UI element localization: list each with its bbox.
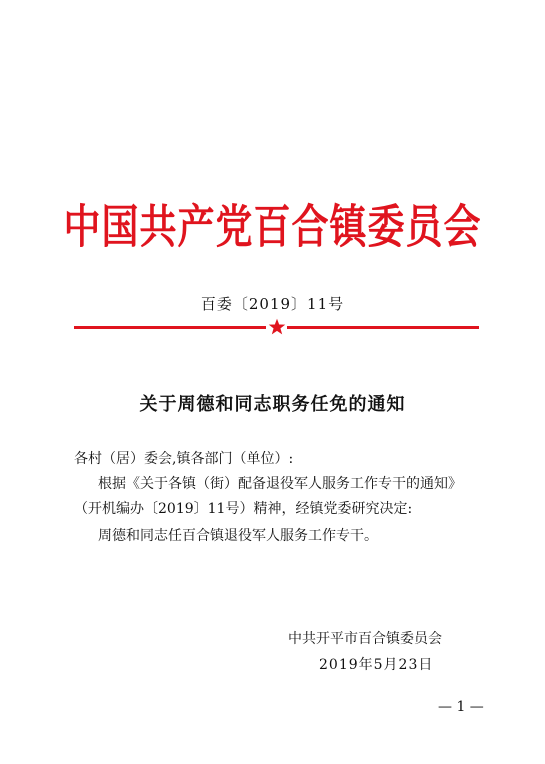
star-icon [268,318,286,336]
red-header-organization: 中国共产党百合镇委员会 [63,198,482,254]
addressee-line: 各村（居）委会,镇各部门（单位）: [74,451,294,467]
signature-date: 2019年5月23日 [319,657,434,673]
body-paragraph-line-2: （开机编办〔2019〕11号）精神，经镇党委研究决定: [74,501,413,517]
red-separator [74,321,479,335]
separator-line-left [74,326,266,329]
signature-organization: 中共开平市百合镇委员会 [288,631,442,647]
body-paragraph-line-1: 根据《关于各镇（街）配备退役军人服务工作专干的通知》 [98,476,462,492]
document-number: 百委〔2019〕11号 [200,295,345,313]
body-paragraph-line-3: 周德和同志任百合镇退役军人服务工作专干。 [98,528,378,544]
document-title: 关于周德和同志职务任免的通知 [139,394,406,415]
separator-line-right [287,326,479,329]
page-number: — 1 — [438,699,484,715]
